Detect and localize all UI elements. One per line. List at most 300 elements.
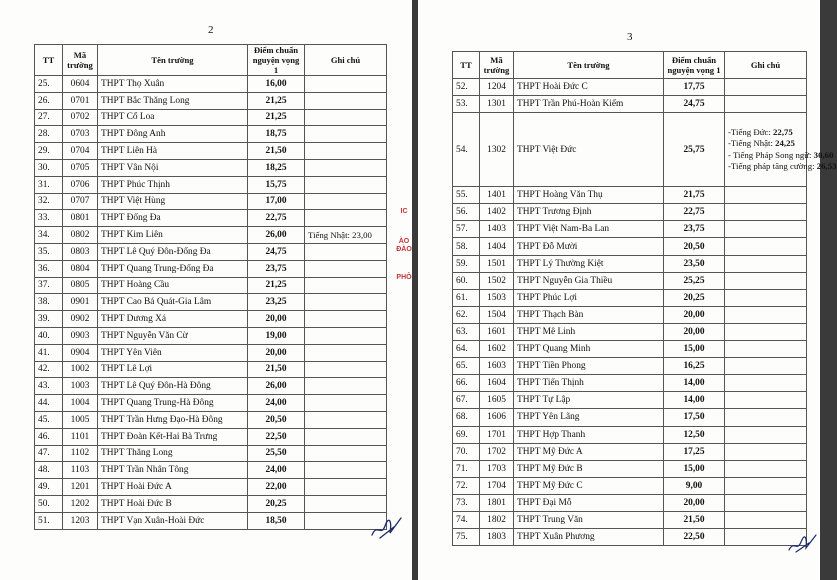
note — [305, 126, 387, 143]
note — [305, 445, 387, 462]
school-code: 0703 — [63, 126, 98, 143]
cutoff-score: 15,75 — [248, 176, 305, 193]
cutoff-score: 20,00 — [664, 494, 725, 511]
cutoff-score: 22,50 — [248, 428, 305, 445]
row-number: 69. — [453, 426, 480, 443]
cutoff-score: 20,25 — [664, 289, 725, 306]
table-row — [35, 411, 387, 428]
note — [725, 289, 807, 306]
school-code: 1801 — [480, 494, 514, 511]
language-note — [728, 138, 803, 149]
page-number: 3 — [627, 31, 633, 43]
table-row — [35, 395, 387, 412]
table-row — [35, 512, 387, 529]
table-row — [35, 378, 387, 395]
school-code: 1203 — [63, 512, 98, 529]
note — [725, 96, 807, 113]
row-number: 36. — [35, 260, 63, 277]
note — [725, 409, 807, 426]
cutoff-score: 26,00 — [248, 378, 305, 395]
note — [305, 76, 387, 93]
cutoff-score: 26,00 — [248, 227, 305, 244]
row-number: 53. — [453, 96, 480, 113]
school-name: THPT Tiến Thịnh — [514, 375, 664, 392]
table-row — [35, 479, 387, 496]
row-number: 51. — [35, 512, 63, 529]
cutoff-score: 20,00 — [664, 323, 725, 340]
note — [725, 460, 807, 477]
school-code: 1703 — [480, 460, 514, 477]
row-number: 29. — [35, 143, 63, 160]
cutoff-score: 15,00 — [664, 460, 725, 477]
note — [305, 176, 387, 193]
note — [725, 221, 807, 238]
header-ten-truong: Tên trường — [514, 52, 664, 79]
school-code: 0705 — [63, 159, 98, 176]
row-number: 38. — [35, 294, 63, 311]
school-code: 1005 — [63, 411, 98, 428]
cutoff-score: 20,00 — [248, 311, 305, 328]
row-number: 49. — [35, 479, 63, 496]
stamp-text: ÀO — [398, 238, 410, 245]
table-row — [453, 409, 807, 426]
table-row — [35, 260, 387, 277]
table-row — [453, 79, 807, 96]
school-name: THPT Trương Định — [514, 204, 664, 221]
row-number: 61. — [453, 289, 480, 306]
school-code: 1403 — [480, 221, 514, 238]
row-number: 66. — [453, 375, 480, 392]
note — [305, 193, 387, 210]
signature-icon — [786, 533, 818, 555]
note — [305, 260, 387, 277]
cutoff-score: 25,75 — [664, 113, 725, 187]
row-number: 47. — [35, 445, 63, 462]
cutoff-score: 17,50 — [664, 409, 725, 426]
school-name: THPT Đoàn Kết-Hai Bà Trưng — [98, 428, 248, 445]
note — [725, 204, 807, 221]
row-number: 63. — [453, 323, 480, 340]
row-number: 56. — [453, 204, 480, 221]
table-row — [35, 445, 387, 462]
school-name: THPT Nguyễn Gia Thiều — [514, 272, 664, 289]
row-number: 54. — [453, 113, 480, 187]
table-row — [35, 126, 387, 143]
stamp-text: ĐÀO — [396, 246, 412, 253]
school-code: 1503 — [480, 289, 514, 306]
school-name: THPT Trần Nhân Tông — [98, 462, 248, 479]
language-note-score: 22,75 — [773, 126, 793, 137]
note — [305, 294, 387, 311]
table-row — [35, 428, 387, 445]
cutoff-score: 20,00 — [664, 306, 725, 323]
school-name: THPT Cao Bá Quát-Gia Lâm — [98, 294, 248, 311]
note — [725, 358, 807, 375]
school-code: 1604 — [480, 375, 514, 392]
school-name: THPT Quang Minh — [514, 341, 664, 358]
school-name: THPT Lê Quý Đôn-Hà Đông — [98, 378, 248, 395]
row-number: 42. — [35, 361, 63, 378]
school-code: 1606 — [480, 409, 514, 426]
note — [305, 395, 387, 412]
note — [725, 494, 807, 511]
cutoff-score: 24,75 — [248, 243, 305, 260]
row-number: 64. — [453, 341, 480, 358]
row-number: 34. — [35, 227, 63, 244]
note — [725, 426, 807, 443]
school-name: THPT Liên Hà — [98, 143, 248, 160]
cutoff-score: 15,00 — [664, 341, 725, 358]
cutoff-score: 9,00 — [664, 477, 725, 494]
stamp-fragment — [396, 208, 412, 282]
note — [725, 255, 807, 272]
note — [725, 511, 807, 528]
row-number: 33. — [35, 210, 63, 227]
table-row — [35, 143, 387, 160]
school-code: 1702 — [480, 443, 514, 460]
stamp-text: PHÔ — [396, 274, 412, 281]
table-row — [35, 344, 387, 361]
school-code: 1803 — [480, 529, 514, 546]
row-number: 72. — [453, 477, 480, 494]
row-number: 50. — [35, 495, 63, 512]
school-name: THPT Phúc Lợi — [514, 289, 664, 306]
school-name: THPT Trần Hưng Đạo-Hà Đông — [98, 411, 248, 428]
school-code: 1002 — [63, 361, 98, 378]
table-row — [35, 210, 387, 227]
school-name: THPT Đại Mỗ — [514, 494, 664, 511]
note — [305, 361, 387, 378]
note — [305, 210, 387, 227]
row-number: 59. — [453, 255, 480, 272]
table-row — [453, 323, 807, 340]
row-number: 48. — [35, 462, 63, 479]
table-row — [453, 96, 807, 113]
school-code: 1504 — [480, 306, 514, 323]
school-code: 1301 — [480, 96, 514, 113]
school-code: 0801 — [63, 210, 98, 227]
school-code: 1701 — [480, 426, 514, 443]
school-code: 0702 — [63, 109, 98, 126]
school-name: THPT Thạch Bàn — [514, 306, 664, 323]
row-number: 68. — [453, 409, 480, 426]
school-code: 1101 — [63, 428, 98, 445]
row-number: 41. — [35, 344, 63, 361]
table-row — [35, 361, 387, 378]
cutoff-score: 17,00 — [248, 193, 305, 210]
note — [725, 306, 807, 323]
table-row — [453, 529, 807, 546]
school-name: THPT Thọ Xuân — [98, 76, 248, 93]
cutoff-score: 18,75 — [248, 126, 305, 143]
signature-icon — [368, 515, 404, 541]
table-row — [453, 392, 807, 409]
row-number: 62. — [453, 306, 480, 323]
school-code: 0604 — [63, 76, 98, 93]
note — [725, 375, 807, 392]
table-header-row — [453, 52, 807, 79]
cutoff-score: 21,50 — [248, 361, 305, 378]
cutoff-score: 21,50 — [664, 511, 725, 528]
table-row — [453, 460, 807, 477]
school-code: 1003 — [63, 378, 98, 395]
cutoff-score: 21,50 — [248, 143, 305, 160]
school-name: THPT Quang Trung-Đống Đa — [98, 260, 248, 277]
school-name: THPT Lê Quý Đôn-Đống Đa — [98, 243, 248, 260]
row-number: 58. — [453, 238, 480, 255]
cutoff-score: 21,25 — [248, 109, 305, 126]
school-name: THPT Hoàng Cầu — [98, 277, 248, 294]
school-name: THPT Kim Liên — [98, 227, 248, 244]
school-name: THPT Cổ Loa — [98, 109, 248, 126]
school-name: THPT Vân Nội — [98, 159, 248, 176]
cutoff-score: 21,75 — [664, 187, 725, 204]
school-code: 0802 — [63, 227, 98, 244]
school-code: 0706 — [63, 176, 98, 193]
school-code: 0701 — [63, 92, 98, 109]
school-name: THPT Yên Viên — [98, 344, 248, 361]
school-code: 1401 — [480, 187, 514, 204]
table-row — [453, 426, 807, 443]
school-name: THPT Hoài Đức B — [98, 495, 248, 512]
school-name: THPT Lê Lợi — [98, 361, 248, 378]
row-number: 25. — [35, 76, 63, 93]
table-row — [35, 327, 387, 344]
cutoff-score: 22,50 — [664, 529, 725, 546]
table-row — [453, 511, 807, 528]
table-row — [453, 494, 807, 511]
table-row — [35, 159, 387, 176]
cutoff-score: 14,00 — [664, 392, 725, 409]
note — [725, 113, 837, 187]
language-note — [728, 149, 834, 161]
note — [305, 92, 387, 109]
cutoff-score: 23,75 — [664, 221, 725, 238]
table-row — [35, 311, 387, 328]
cutoff-score: 22,75 — [248, 210, 305, 227]
school-name: THPT Quang Trung-Hà Đông — [98, 395, 248, 412]
row-number: 32. — [35, 193, 63, 210]
school-code: 0904 — [63, 344, 98, 361]
cutoff-score-table — [452, 51, 837, 546]
note — [305, 277, 387, 294]
note — [305, 311, 387, 328]
header-diem-chuan: Điểm chuẩn nguyện vọng 1 — [248, 45, 305, 76]
school-name: THPT Hợp Thanh — [514, 426, 664, 443]
school-code: 1204 — [480, 79, 514, 96]
school-name: THPT Mỹ Đức B — [514, 460, 664, 477]
school-code: 1605 — [480, 392, 514, 409]
row-number: 46. — [35, 428, 63, 445]
note — [305, 378, 387, 395]
row-number: 73. — [453, 494, 480, 511]
cutoff-score: 14,00 — [664, 375, 725, 392]
row-number: 43. — [35, 378, 63, 395]
note — [305, 159, 387, 176]
school-code: 1404 — [480, 238, 514, 255]
school-name: THPT Vạn Xuân-Hoài Đức — [98, 512, 248, 529]
row-number: 70. — [453, 443, 480, 460]
note — [305, 462, 387, 479]
table-row — [453, 341, 807, 358]
row-number: 55. — [453, 187, 480, 204]
table-row — [453, 477, 807, 494]
table-row — [453, 443, 807, 460]
table-row — [453, 306, 807, 323]
row-number: 37. — [35, 277, 63, 294]
note — [725, 187, 807, 204]
cutoff-score: 24,00 — [248, 462, 305, 479]
cutoff-score: 21,25 — [248, 277, 305, 294]
school-code: 0805 — [63, 277, 98, 294]
table-row — [453, 255, 807, 272]
note — [305, 143, 387, 160]
school-name: THPT Hoài Đức A — [98, 479, 248, 496]
cutoff-score: 12,50 — [664, 426, 725, 443]
row-number: 31. — [35, 176, 63, 193]
note — [725, 272, 807, 289]
cutoff-score: 18,25 — [248, 159, 305, 176]
school-name: THPT Yên Lãng — [514, 409, 664, 426]
row-number: 35. — [35, 243, 63, 260]
cutoff-score: 17,75 — [664, 79, 725, 96]
header-ten-truong: Tên trường — [98, 45, 248, 76]
table-row — [453, 272, 807, 289]
row-number: 26. — [35, 92, 63, 109]
header-tt: TT — [453, 52, 480, 79]
school-code: 0903 — [63, 327, 98, 344]
table-row — [453, 221, 807, 238]
cutoff-score: 20,50 — [664, 238, 725, 255]
header-diem-chuan: Điểm chuẩn nguyện vọng 1 — [664, 52, 725, 79]
header-ghi-chu: Ghi chú — [725, 52, 807, 79]
row-number: 27. — [35, 109, 63, 126]
cutoff-score: 23,50 — [664, 255, 725, 272]
language-note-label: - Tiếng Pháp Song ngữ: — [728, 149, 814, 160]
table-row — [35, 495, 387, 512]
table-row — [35, 92, 387, 109]
cutoff-score: 22,00 — [248, 479, 305, 496]
school-code: 0704 — [63, 143, 98, 160]
table-row — [453, 375, 807, 392]
language-note-score: 30,60 — [813, 149, 834, 160]
note — [305, 344, 387, 361]
school-code: 1302 — [480, 113, 514, 187]
cutoff-score: 18,50 — [248, 512, 305, 529]
cutoff-score: 22,75 — [664, 204, 725, 221]
header-ma-truong: Mã trường — [480, 52, 514, 79]
note — [305, 495, 387, 512]
row-number: 45. — [35, 411, 63, 428]
table-header-row — [35, 45, 387, 76]
cutoff-score: 20,25 — [248, 495, 305, 512]
note — [725, 392, 807, 409]
school-name: THPT Hoàng Văn Thụ — [514, 187, 664, 204]
row-number: 52. — [453, 79, 480, 96]
stamp-text: IC — [400, 208, 408, 215]
school-code: 1601 — [480, 323, 514, 340]
cutoff-score: 23,25 — [248, 294, 305, 311]
school-code: 1103 — [63, 462, 98, 479]
cutoff-score: 16,25 — [664, 358, 725, 375]
row-number: 74. — [453, 511, 480, 528]
school-name: THPT Trần Phú-Hoàn Kiếm — [514, 96, 664, 113]
school-name: THPT Mê Linh — [514, 323, 664, 340]
row-number: 60. — [453, 272, 480, 289]
school-name: THPT Tiền Phong — [514, 358, 664, 375]
cutoff-score: 23,75 — [248, 260, 305, 277]
school-code: 1501 — [480, 255, 514, 272]
table-row — [453, 113, 807, 187]
table-row — [35, 227, 387, 244]
school-name: THPT Xuân Phương — [514, 529, 664, 546]
school-code: 1602 — [480, 341, 514, 358]
row-number: 30. — [35, 159, 63, 176]
school-name: THPT Lý Thường Kiệt — [514, 255, 664, 272]
table-row — [35, 109, 387, 126]
language-note-label: -Tiếng Nhật: — [728, 138, 776, 149]
language-note-label: -Tiếng Đức: — [728, 126, 774, 137]
school-code: 0707 — [63, 193, 98, 210]
school-name: THPT Bắc Thăng Long — [98, 92, 248, 109]
school-code: 1502 — [480, 272, 514, 289]
row-number: 39. — [35, 311, 63, 328]
left-page — [0, 0, 412, 580]
cutoff-score: 25,25 — [664, 272, 725, 289]
school-name: THPT Hoài Đức C — [514, 79, 664, 96]
school-name: THPT Phúc Thịnh — [98, 176, 248, 193]
note — [725, 323, 807, 340]
school-code: 1102 — [63, 445, 98, 462]
cutoff-score: 24,00 — [248, 395, 305, 412]
row-number: 40. — [35, 327, 63, 344]
table-row — [35, 176, 387, 193]
header-ma-truong: Mã trường — [63, 45, 98, 76]
header-ghi-chu: Ghi chú — [305, 45, 387, 76]
school-name: THPT Đông Anh — [98, 126, 248, 143]
cutoff-score: 20,00 — [248, 344, 305, 361]
cutoff-score: 24,75 — [664, 96, 725, 113]
note — [725, 443, 807, 460]
language-note — [728, 161, 837, 172]
school-name: THPT Đống Đa — [98, 210, 248, 227]
table-row — [453, 238, 807, 255]
header-tt: TT — [35, 45, 63, 76]
school-code: 0803 — [63, 243, 98, 260]
school-name: THPT Thăng Long — [98, 445, 248, 462]
row-number: 57. — [453, 221, 480, 238]
cutoff-score: 21,25 — [248, 92, 305, 109]
language-note — [728, 127, 803, 138]
school-name: THPT Nguyễn Văn Cừ — [98, 327, 248, 344]
table-row — [453, 204, 807, 221]
note — [305, 327, 387, 344]
cutoff-score: 17,25 — [664, 443, 725, 460]
cutoff-score: 20,50 — [248, 411, 305, 428]
note — [725, 238, 807, 255]
school-name: THPT Mỹ Đức C — [514, 477, 664, 494]
cutoff-score: 25,50 — [248, 445, 305, 462]
school-code: 0901 — [63, 294, 98, 311]
school-name: THPT Việt Nam-Ba Lan — [514, 221, 664, 238]
school-code: 0804 — [63, 260, 98, 277]
cutoff-score-table — [34, 44, 387, 530]
school-code: 1202 — [63, 495, 98, 512]
table-row — [35, 76, 387, 93]
note — [305, 109, 387, 126]
school-name: THPT Trung Văn — [514, 511, 664, 528]
row-number: 28. — [35, 126, 63, 143]
